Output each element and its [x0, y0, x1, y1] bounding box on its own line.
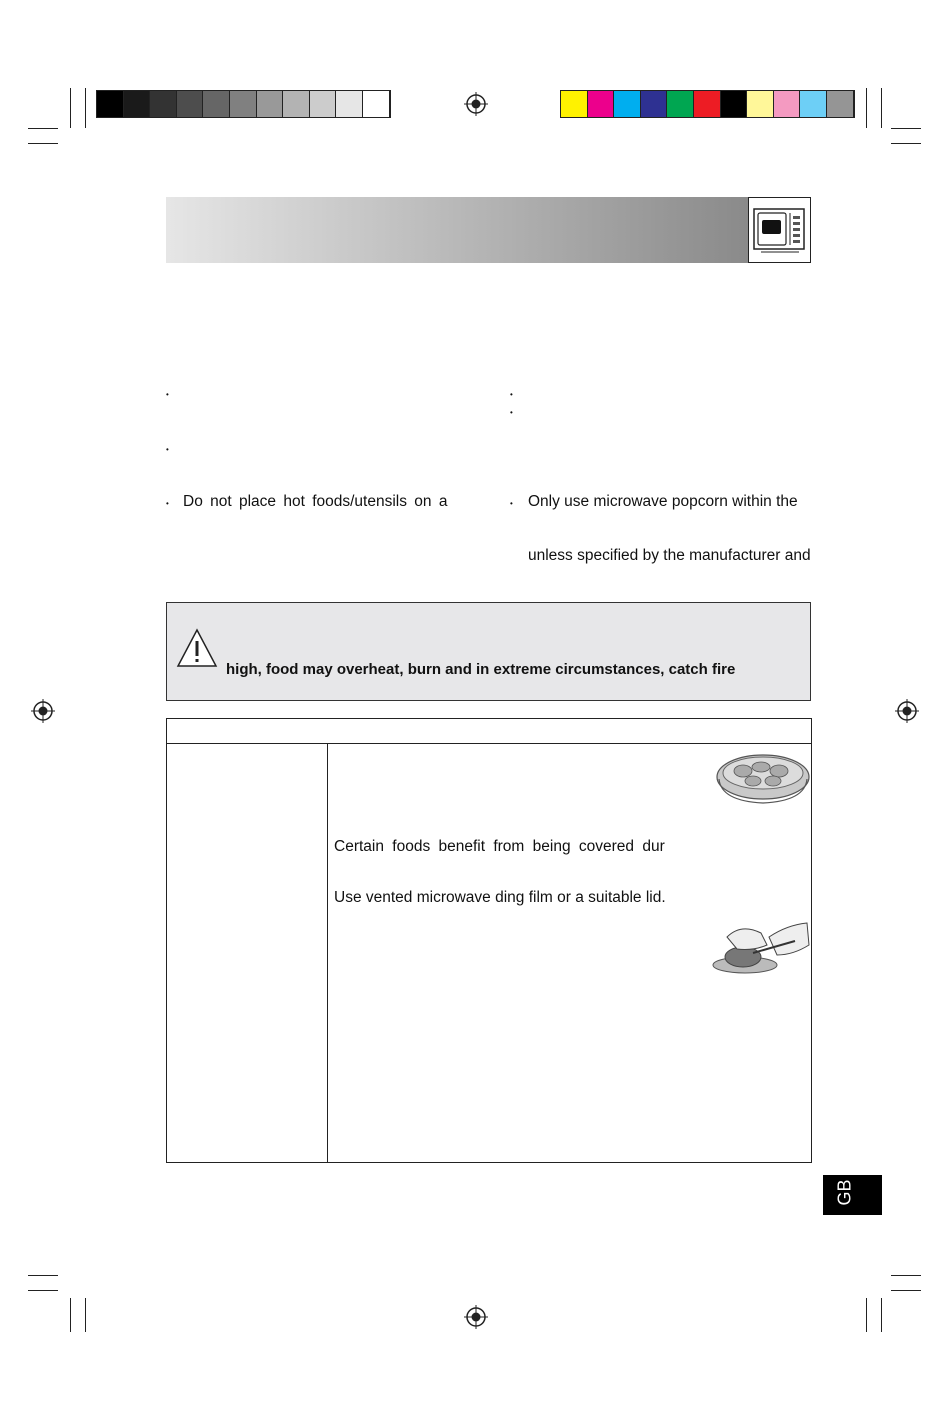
bullet-dot: •	[510, 499, 513, 508]
crop-mark	[70, 88, 71, 128]
color-swatch	[774, 91, 801, 117]
color-swatch	[827, 91, 854, 117]
bullet-dot: •	[166, 390, 169, 399]
table-row-text: Use vented microwave ding film or a suitable lid.	[334, 889, 666, 906]
language-tab-label: GB	[834, 1179, 855, 1206]
bullet-dot: •	[510, 408, 513, 417]
color-swatch	[800, 91, 827, 117]
language-tab	[823, 1175, 882, 1215]
info-table	[166, 718, 812, 1163]
stirring-food-illustration	[707, 915, 811, 981]
crop-mark	[891, 143, 921, 144]
crop-mark	[28, 143, 58, 144]
color-swatch	[641, 91, 668, 117]
crop-mark	[881, 1298, 882, 1332]
color-swatch	[203, 91, 230, 117]
warning-triangle-icon	[176, 627, 218, 669]
color-swatch	[257, 91, 284, 117]
registration-mark-left-icon	[31, 699, 55, 723]
crop-mark	[866, 88, 867, 128]
crop-mark	[891, 128, 921, 129]
crop-mark	[28, 1290, 58, 1291]
color-swatch	[230, 91, 257, 117]
color-swatch	[283, 91, 310, 117]
color-swatch	[588, 91, 615, 117]
color-swatch	[124, 91, 151, 117]
right-bullet-continuation: unless specified by the manufacturer and	[528, 547, 811, 564]
covered-dish-illustration	[713, 749, 811, 809]
color-swatch	[363, 91, 390, 117]
table-column-divider	[327, 743, 328, 1163]
bullet-dot: •	[510, 390, 513, 399]
table-row-text: Certain foods benefit from being covered dur	[334, 838, 665, 855]
crop-mark	[28, 128, 58, 129]
color-swatch	[97, 91, 124, 117]
color-swatch	[667, 91, 694, 117]
color-calibration-bar	[560, 90, 855, 118]
color-swatch	[614, 91, 641, 117]
crop-mark	[881, 88, 882, 128]
crop-mark	[891, 1275, 921, 1276]
bullet-dot: •	[166, 445, 169, 454]
table-header-divider	[167, 743, 811, 744]
color-swatch	[694, 91, 721, 117]
bullet-dot: •	[166, 499, 169, 508]
left-bullet-text: Do not place hot foods/utensils on a	[183, 493, 448, 510]
color-swatch	[177, 91, 204, 117]
section-header-band	[166, 197, 748, 263]
microwave-icon-box	[748, 197, 811, 263]
right-bullet-text: Only use microwave popcorn within the	[528, 493, 798, 510]
warning-text: high, food may overheat, burn and in extreme circumstances, catch fire	[226, 661, 736, 678]
gray-calibration-bar	[96, 90, 391, 118]
color-swatch	[310, 91, 337, 117]
crop-mark	[85, 1298, 86, 1332]
warning-box	[166, 602, 811, 701]
registration-mark-bottom-icon	[464, 1305, 488, 1329]
registration-mark-right-icon	[895, 699, 919, 723]
microwave-icon	[749, 198, 810, 262]
registration-mark-top-icon	[464, 92, 488, 116]
color-swatch	[150, 91, 177, 117]
crop-mark	[866, 1298, 867, 1332]
crop-mark	[891, 1290, 921, 1291]
color-swatch	[561, 91, 588, 117]
crop-mark	[70, 1298, 71, 1332]
crop-mark	[28, 1275, 58, 1276]
color-swatch	[721, 91, 748, 117]
color-swatch	[747, 91, 774, 117]
crop-mark	[85, 88, 86, 128]
color-swatch	[336, 91, 363, 117]
